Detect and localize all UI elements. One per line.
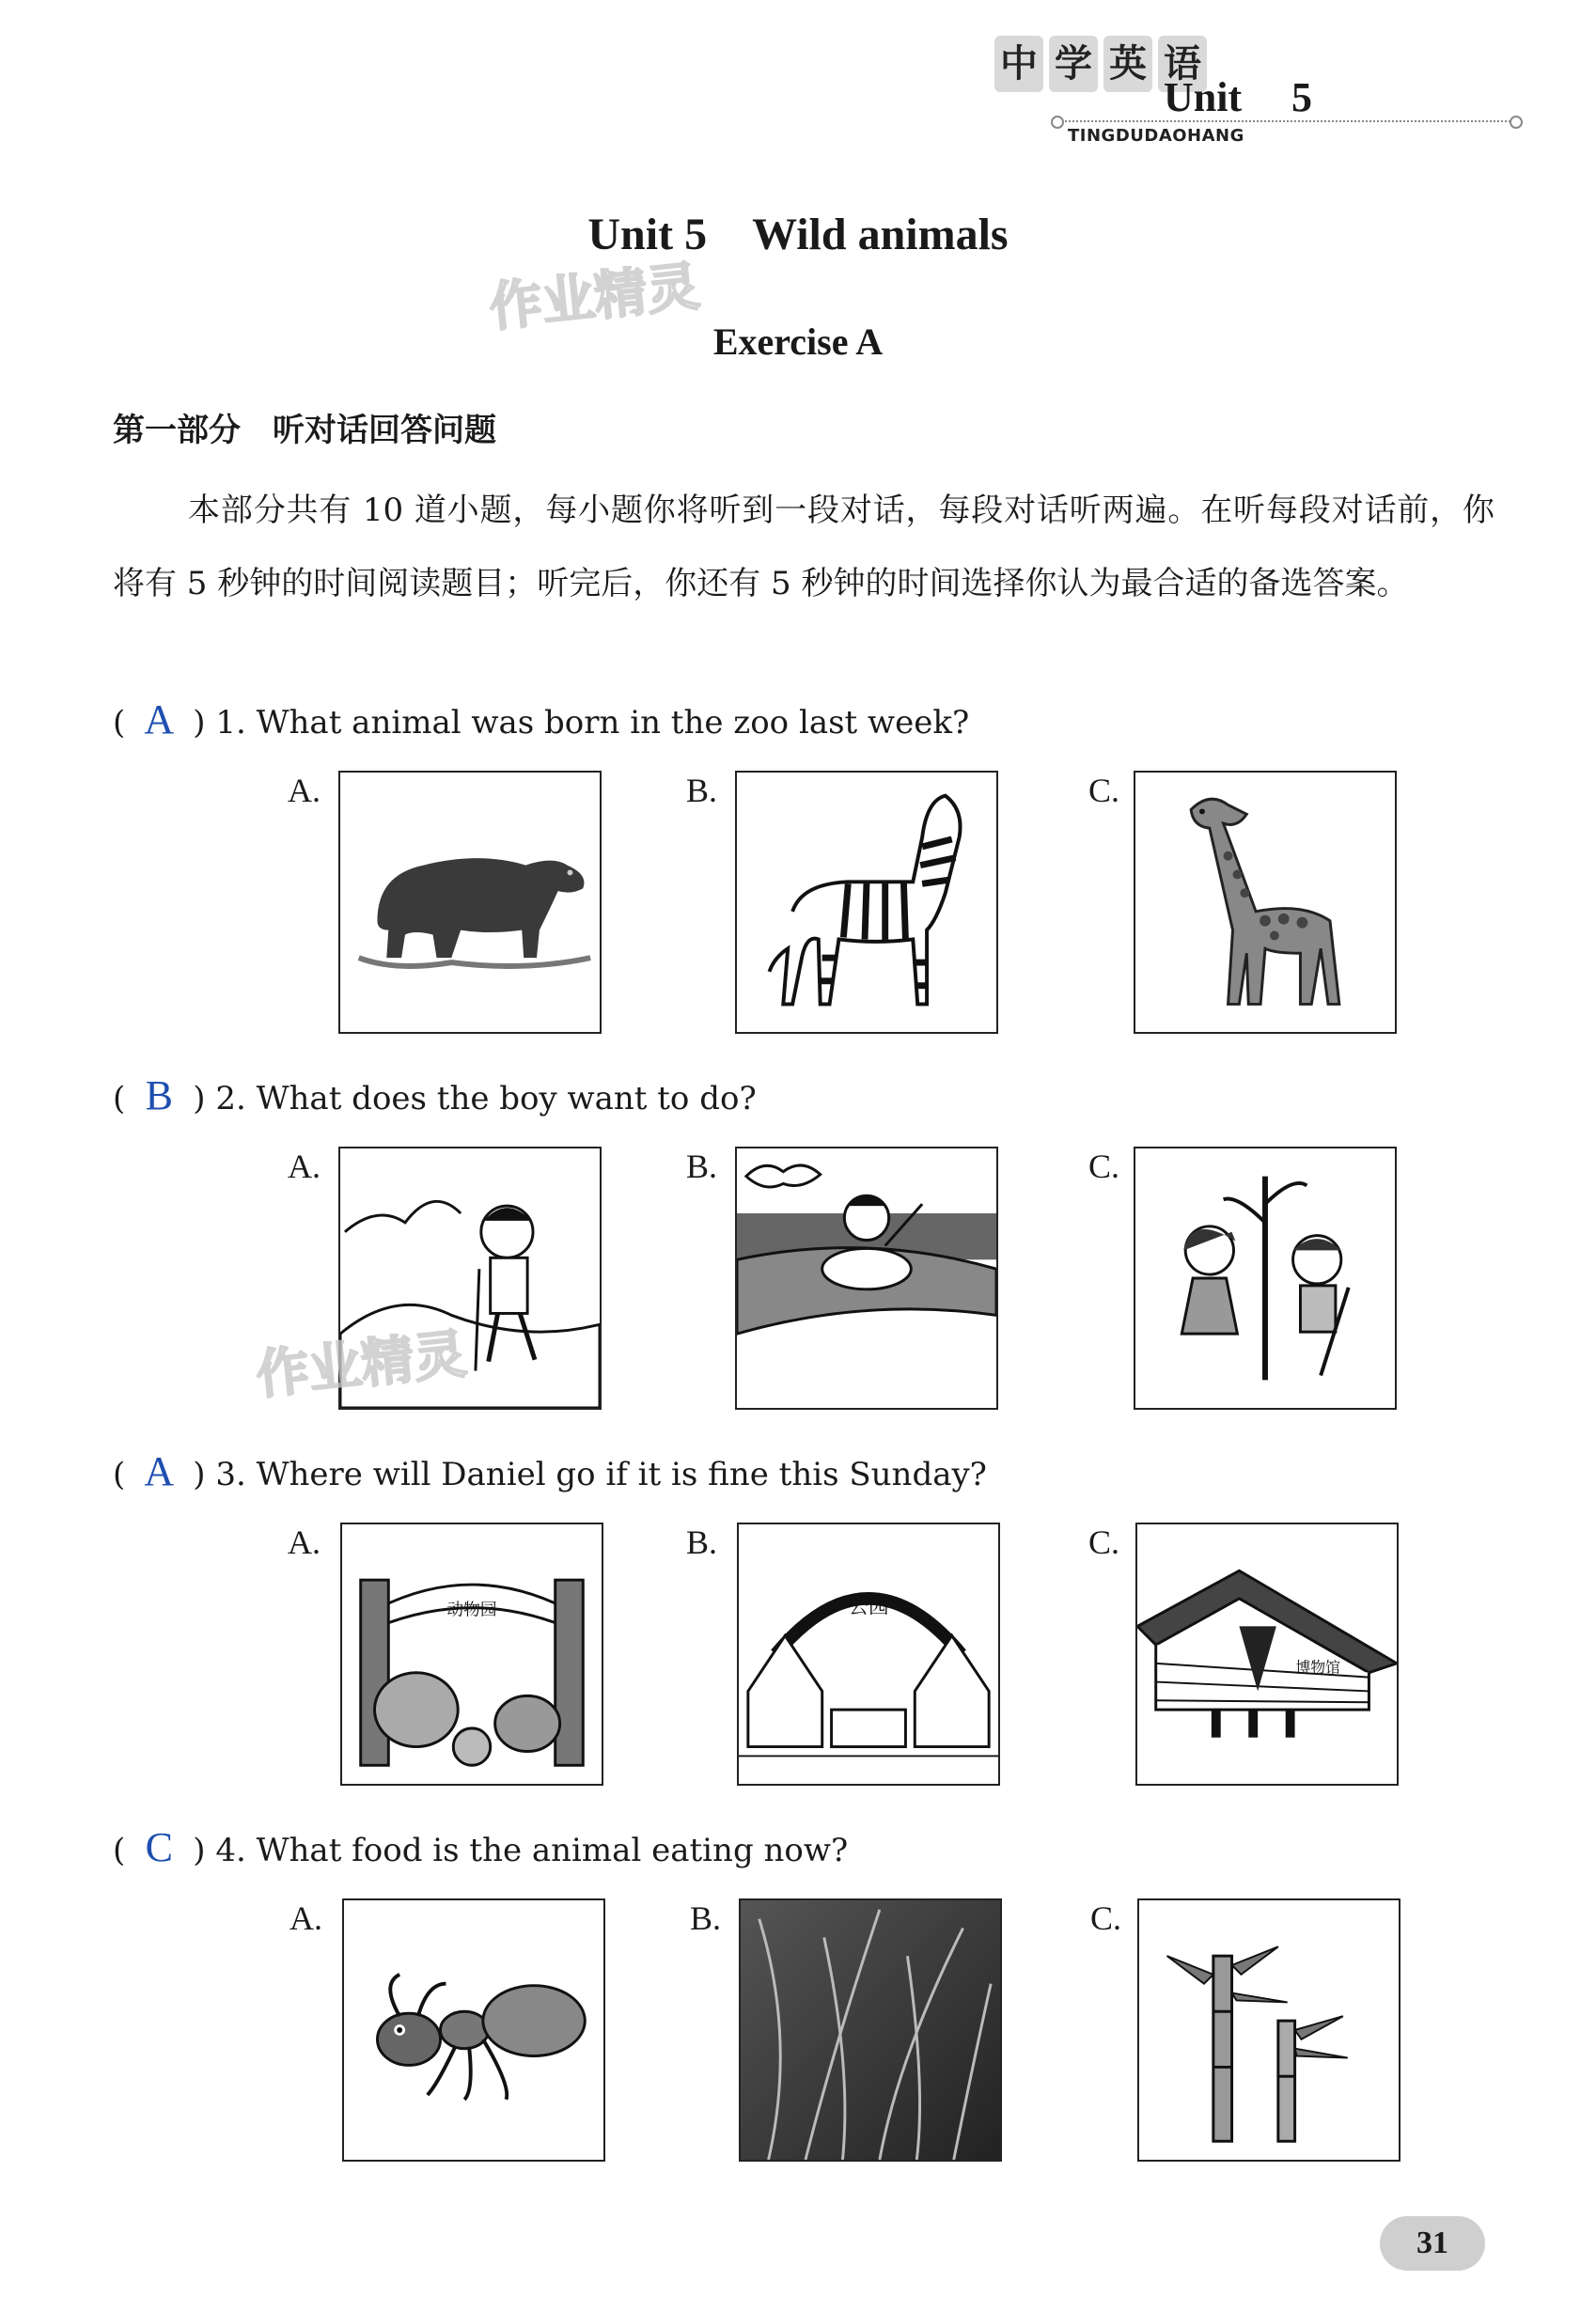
zoo-sign: 动物园	[446, 1601, 497, 1620]
option-letter: A.	[288, 1148, 321, 1185]
option-letter: A.	[289, 1899, 322, 1937]
header-unit-number: 5	[1291, 74, 1312, 120]
option-letter: A.	[288, 1523, 321, 1561]
park-sign: 公园	[848, 1595, 889, 1619]
park-gate-image	[737, 1523, 1000, 1786]
answer-mark: A	[144, 696, 175, 742]
section-heading: 第一部分 听对话回答问题	[113, 412, 496, 449]
unit-title: Unit 5	[587, 210, 708, 259]
museum-sign: 博物馆	[1295, 1658, 1340, 1677]
question-text: 4. What food is the animal eating now?	[215, 1832, 849, 1869]
brand-char: 学	[1049, 36, 1098, 92]
header-subtitle: TINGDUDAOHANG	[1068, 126, 1244, 146]
zoo-gate-image	[340, 1523, 603, 1786]
header-divider	[1055, 120, 1517, 122]
option-letter: C.	[1088, 1148, 1120, 1185]
unit-name: Wild animals	[752, 210, 1009, 259]
watermark: 作业精灵	[486, 256, 703, 339]
answer-mark: B	[145, 1072, 173, 1118]
option-letter: C.	[1088, 1523, 1120, 1561]
question-4: ( C ) 4. What food is the animal eating now?	[113, 1824, 849, 1870]
question-3: ( A ) 3. Where will Daniel go if it is fine this Sunday?	[113, 1448, 987, 1494]
section-intro: 本部分共有 10 道小题，每小题你将听到一段对话，每段对话听两遍。在听每段对话前，你将有 5 秒钟的时间阅读题目；听完后，你还有 5 秒钟的时间选择你认为最合适的备选答案。	[113, 492, 1494, 602]
option-letter: B.	[686, 1148, 718, 1185]
header-divider-dot	[1051, 116, 1064, 129]
children-planting-tree-image	[1134, 1147, 1397, 1410]
header-divider-dot	[1510, 116, 1523, 129]
answer-mark: A	[144, 1448, 175, 1494]
option-letter: B.	[690, 1899, 722, 1937]
question-text: 2. What does the boy want to do?	[215, 1080, 757, 1117]
option-letter: C.	[1088, 772, 1120, 809]
exercise-title: Exercise A	[712, 320, 884, 363]
page-number: 31	[1380, 2216, 1485, 2271]
zebra-image	[735, 771, 998, 1034]
brand-char: 中	[994, 36, 1043, 92]
option-letter: B.	[686, 772, 718, 809]
option-letter: A.	[288, 772, 321, 809]
bamboo-image	[1137, 1898, 1400, 2162]
answer-mark: C	[145, 1824, 173, 1870]
bear-image	[338, 771, 602, 1034]
question-2: ( B ) 2. What does the boy want to do?	[113, 1072, 757, 1118]
question-1: ( A ) 1. What animal was born in the zoo last week?	[113, 696, 970, 742]
option-letter: C.	[1090, 1899, 1122, 1937]
ant-image	[342, 1898, 605, 2162]
watermark: 作业精灵	[253, 1323, 470, 1407]
page-title	[0, 209, 1596, 260]
brand-char: 英	[1103, 36, 1152, 92]
grass-image	[739, 1898, 1002, 2162]
brand-char: 语	[1158, 36, 1207, 92]
option-letter: B.	[686, 1523, 718, 1561]
giraffe-image	[1134, 771, 1397, 1034]
header-unit-label: Unit	[1164, 74, 1243, 120]
question-text: 3. Where will Daniel go if it is fine this Sunday?	[215, 1456, 987, 1493]
museum-image	[1135, 1523, 1399, 1786]
boy-fishing-image	[735, 1147, 998, 1410]
question-text: 1. What animal was born in the zoo last week?	[215, 704, 970, 742]
